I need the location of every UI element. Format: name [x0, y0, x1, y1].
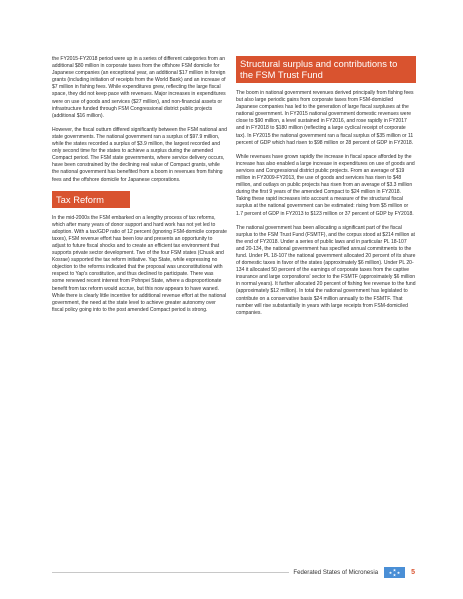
footer-title: Federated States of Micronesia [289, 569, 382, 576]
page-footer [52, 565, 415, 579]
left-column [52, 56, 227, 321]
body-paragraph: The national government has been allocating a significant part of the fiscal surplus to the FSM Trust Fund (FSMTF), and the corpus stood at $214 million at the end of FY2018. Under a series of public laws and in particular PL 18-107 and 20-134, the national government has specified annual commitments to the fund. Under PL 18-107 the national government allocated 20 percent of its share of domestic taxes in favor of the states (approximately $6 million). Under PL 20-134 it allocated 50 percent of the earnings of corporate taxes from the captive insurance and large corporations' sector to the FSMTF (approximately $6 million in normal years). It further allocated 20 percent of fishing fee revenue to the fund (approximately $12 million). In total the national government has legislated to contribute on a conservative basis $24 million annually to the FSMTF. That number will rise substantially in years with large receipts from FSM-domiciled companies. [236, 224, 416, 316]
body-paragraph: the FY2015-FY2018 period were up in a series of different categories from an additional $80 million in corporate taxes from the offshore FSM domicile for Japanese companies (an exceptional year, an additional $17 million in foreign grants (including initiation of receipts from the World Bank) and an increase of $7 million in fishing fees. While expenditures grew, reflecting the large fiscal space, they did not keep pace with revenues. Major increases in expenditures were on use of goods and services ($27 million), and non-financial assets or infrastructure funded through FSM Congressional district public projects (additional $16 million). [52, 56, 226, 119]
section-heading-tax-reform: Tax Reform [52, 191, 130, 208]
body-paragraph: The boom in national government revenues derived principally from fishing fees but also large periodic gains from corporate taxes from FSM-domiciled Japanese companies has led to the generation of large fiscal surpluses at the national government. In FY2015 national government domestic revenues were close to $90 million, a level sustained in FY2016, and rose rapidly in FY2017 and in FY2018 to $180 million (reflecting a large cyclical receipt of corporate tax). In FY2015 the national government ran a fiscal surplus of $35 million or 11 percent of GDP which had risen to $98 million or 28 percent of GDP in FY2018. [236, 90, 414, 146]
page-number: 5 [411, 568, 415, 576]
body-paragraph: However, the fiscal outturn differed significantly between the FSM national and state governments. The national government ran a surplus of $97.9 million, while the states recorded a surplus of $3.9 million, the largest recorded and only second time for the states to achieve a surplus during the amended Compact period. The FSM state governments, where service delivery occurs, have been constrained by the declining real value of Compact grants, while the national government has benefited from a boom in revenues from fishing fees and the offshore domicile for Japanese corporations. [52, 126, 227, 183]
body-paragraph: In the mid-2000s the FSM embarked on a lengthy process of tax reforms, which after many years of donor support and hard work has not yet led to adoption. With a tax/GDP ratio of 12 percent (ignoring FSM-domicile corporate taxes), FSM revenue effort has been low and presents an opportunity to adjust to future fiscal shocks and to create an efficient tax environment that supports private sector development. Two of the four FSM states (Chuuk and Kosrae) supported the tax reform initiative. Yap State, while expressing no objection to the reforms indicated that the proposal was unconstitutional with respect to Yap's constitution, and thus declined to participate. There was some renewed recent interest from Pohnpei State, where a disproportionate benefit from tax reform would accrue, but this now appears to have waned. While there is clearly little incentive for additional revenue effort at the national government, the need at the state level to achieve greater autonomy over fiscal policy going into to the post amended Compact period is strong. [52, 214, 227, 313]
fsm-flag-icon [384, 567, 405, 578]
section-heading-structural-surplus: Structural surplus and contributions to the FSM Trust Fund [236, 56, 416, 83]
right-column [236, 56, 416, 324]
body-paragraph: While revenues have grown rapidly the increase in fiscal space afforded by the increase has also enabled a large increase in expenditures on use of goods and services and Congressional district public projects. From an average of $19 million in FY2009-FY2013, the use of goods and services has risen to $48 million, and outlays on public projects has risen from an average of $3.3 million during the first 9 years of the amended Compact to $24 million in FY2018. Taking these rapid increases into account a measure of the structural fiscal surplus at the national government can be estimated: rising from $5 million or 1.7 percent of GDP in FY2013 to $123 million or 37 percent of GDP by FY2018. [236, 153, 415, 217]
